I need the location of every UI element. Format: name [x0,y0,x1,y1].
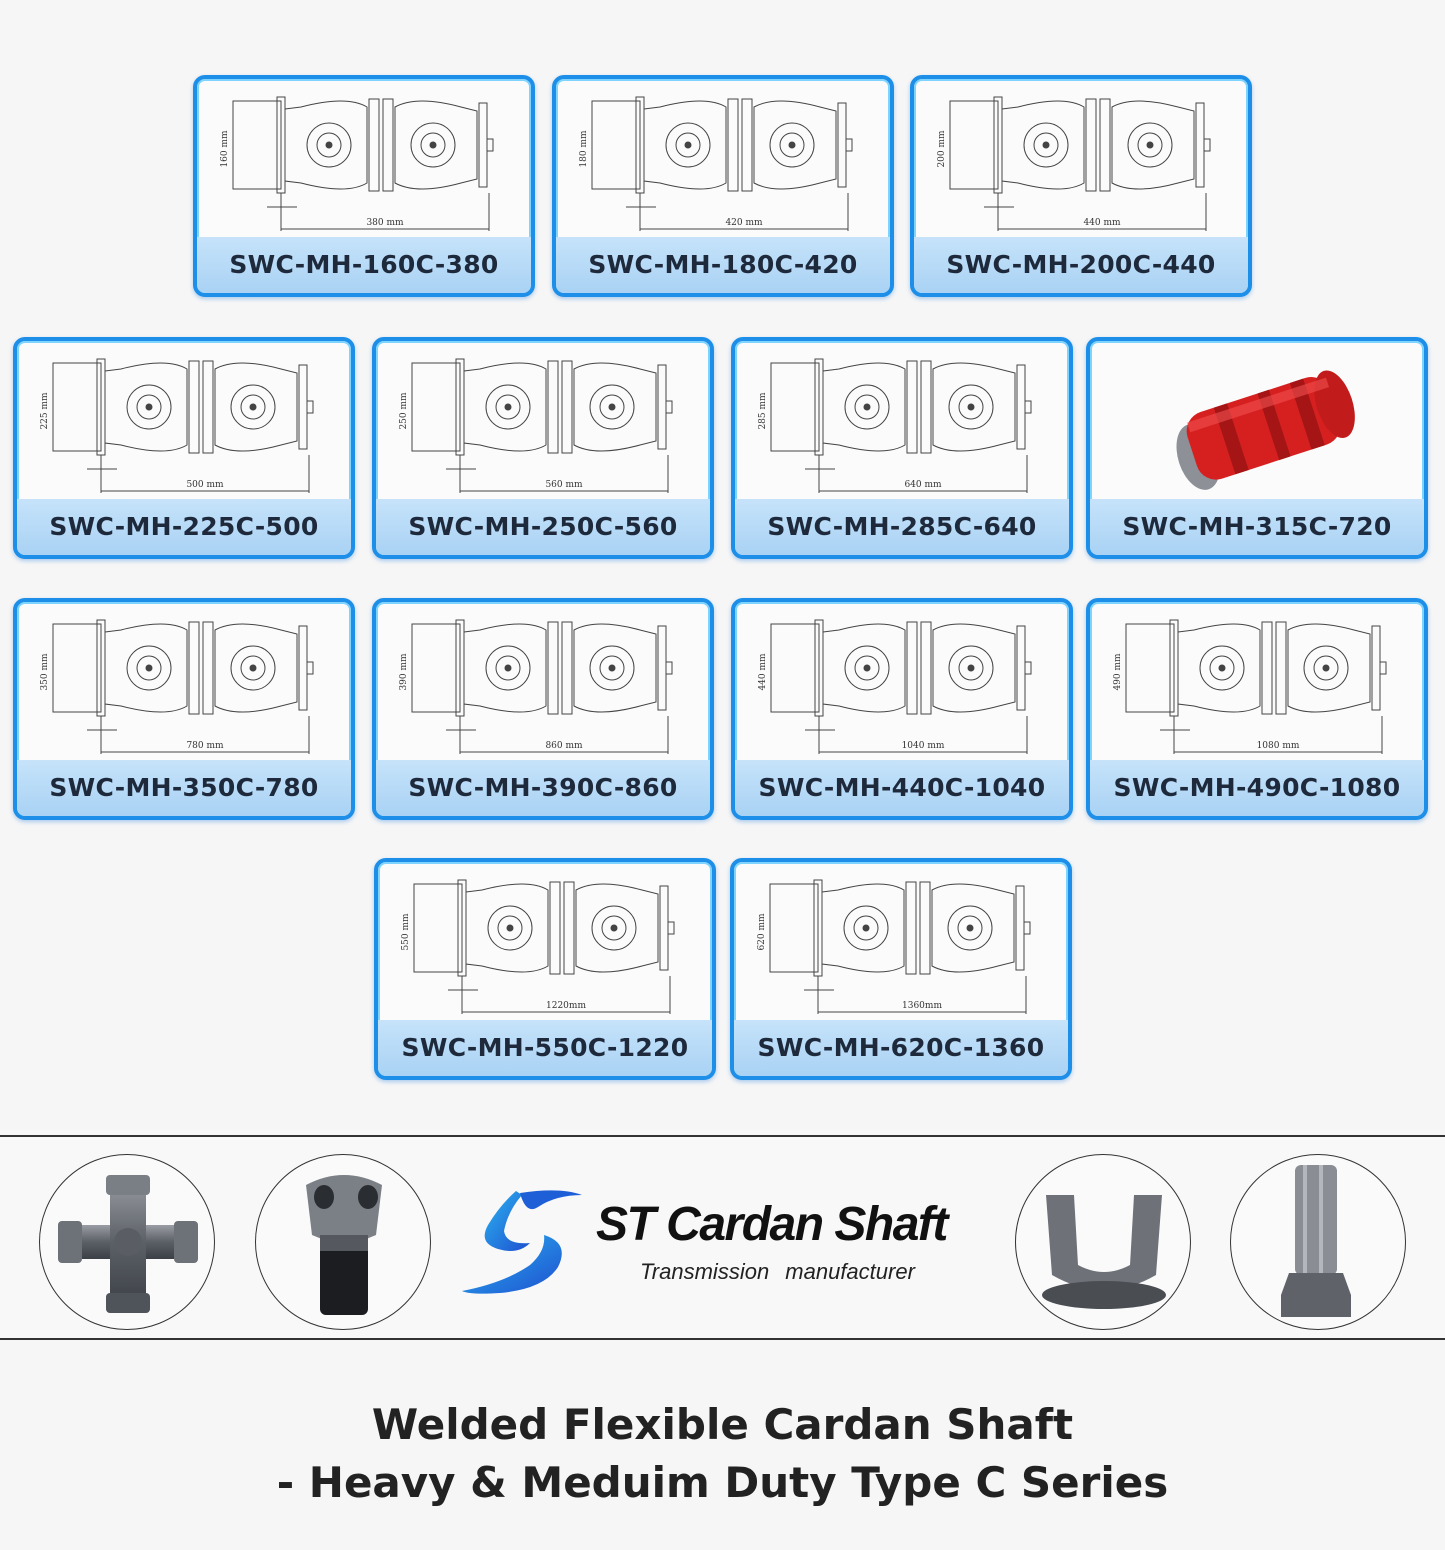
product-card[interactable] [372,337,714,559]
length-dimension: 420 mm [725,218,763,228]
shaft-drawing [17,341,351,499]
flange-yoke-image [255,1154,431,1330]
height-dimension: 285 mm [758,392,768,430]
card-image [914,79,1248,237]
shaft-drawing [914,79,1248,237]
product-card[interactable] [193,75,535,297]
universal-joint-cross-image [39,1154,215,1330]
model-label: SWC-MH-285C-640 [735,499,1069,555]
model-label: SWC-MH-490C-1080 [1090,760,1424,816]
length-dimension: 640 mm [904,480,942,490]
splined-shaft-image [1230,1154,1406,1330]
height-dimension: 225 mm [40,392,50,430]
shaft-drawing [197,79,531,237]
height-dimension: 440 mm [758,653,768,691]
height-dimension: 200 mm [937,130,947,168]
product-card[interactable] [372,598,714,820]
brand-name: ST Cardan Shaft [596,1198,947,1251]
length-dimension: 780 mm [186,741,224,751]
shaft-drawing [735,341,1069,499]
model-label: SWC-MH-390C-860 [376,760,710,816]
height-dimension: 620 mm [757,913,767,951]
shaft-drawing [734,862,1068,1020]
height-dimension: 550 mm [401,913,411,951]
model-label: SWC-MH-350C-780 [17,760,351,816]
cardan-shaft-photo [1090,341,1424,499]
card-image [1090,602,1424,760]
length-dimension: 860 mm [545,741,583,751]
shaft-drawing [378,862,712,1020]
model-label: SWC-MH-250C-560 [376,499,710,555]
card-image [1090,341,1424,499]
model-label: SWC-MH-620C-1360 [734,1020,1068,1076]
shaft-drawing [17,602,351,760]
length-dimension: 1220mm [546,1001,586,1011]
shaft-drawing [735,602,1069,760]
page-title-line2: - Heavy & Meduim Duty Type C Series [276,1458,1169,1507]
card-image [734,862,1068,1020]
length-dimension: 1360mm [902,1001,942,1011]
card-image [376,602,710,760]
card-image [17,602,351,760]
weld-yoke-image [1015,1154,1191,1330]
length-dimension: 500 mm [186,480,224,490]
model-label: SWC-MH-550C-1220 [378,1020,712,1076]
length-dimension: 1080 mm [1256,741,1300,751]
length-dimension: 380 mm [366,218,404,228]
height-dimension: 180 mm [579,130,589,168]
brand-tagline: Transmission manufacturer [640,1259,915,1284]
card-image [735,602,1069,760]
product-card[interactable] [730,858,1072,1080]
product-card[interactable] [13,598,355,820]
product-card[interactable] [13,337,355,559]
card-image [378,862,712,1020]
height-dimension: 250 mm [399,392,409,430]
height-dimension: 350 mm [40,653,50,691]
height-dimension: 390 mm [399,653,409,691]
page-title-line1: Welded Flexible Cardan Shaft [371,1400,1074,1449]
card-image [197,79,531,237]
model-label: SWC-MH-315C-720 [1090,499,1424,555]
length-dimension: 560 mm [545,480,583,490]
height-dimension: 160 mm [220,130,230,168]
model-label: SWC-MH-200C-440 [914,237,1248,293]
product-card[interactable] [374,858,716,1080]
card-image [17,341,351,499]
model-label: SWC-MH-160C-380 [197,237,531,293]
product-card[interactable] [731,337,1073,559]
model-label: SWC-MH-225C-500 [17,499,351,555]
length-dimension: 1040 mm [901,741,945,751]
length-dimension: 440 mm [1083,218,1121,228]
shaft-drawing [376,341,710,499]
shaft-drawing [1090,602,1424,760]
height-dimension: 490 mm [1113,653,1123,691]
shaft-drawing [376,602,710,760]
product-card[interactable] [1086,337,1428,559]
product-card[interactable] [731,598,1073,820]
shaft-drawing [556,79,890,237]
product-card[interactable] [910,75,1252,297]
brand-logo-icon [460,1185,588,1305]
product-card[interactable] [552,75,894,297]
card-image [735,341,1069,499]
model-label: SWC-MH-180C-420 [556,237,890,293]
model-label: SWC-MH-440C-1040 [735,760,1069,816]
product-card[interactable] [1086,598,1428,820]
brand-band [0,1135,1445,1340]
card-image [556,79,890,237]
card-image [376,341,710,499]
